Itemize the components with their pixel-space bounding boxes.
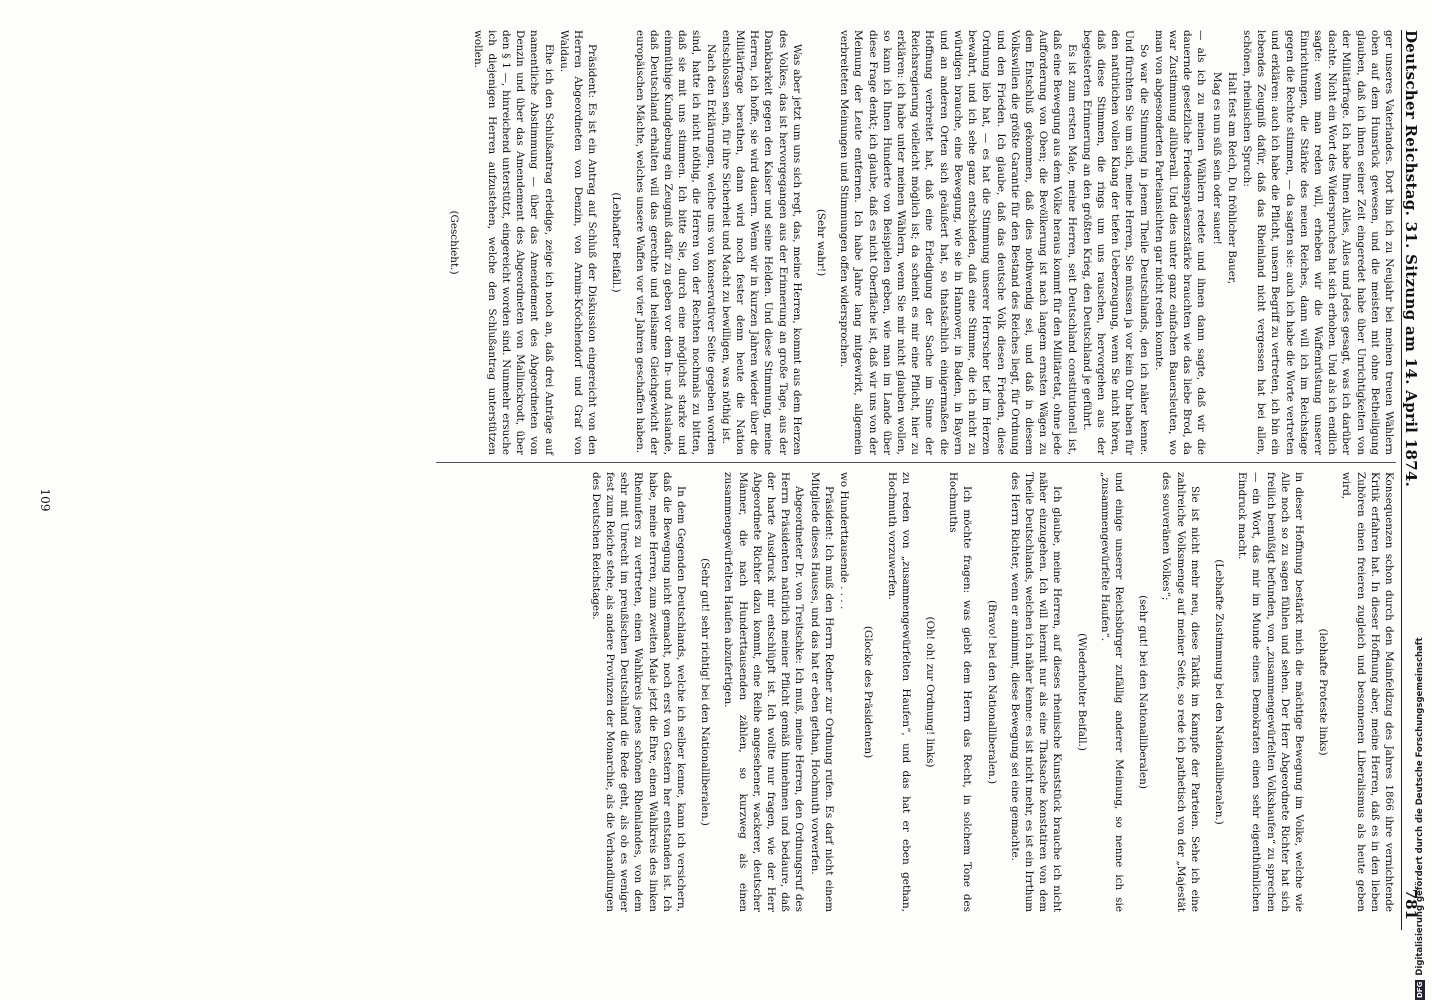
paragraph: Sie ist nicht mehr neu, diese Taktik im Kampfe der Parteien. Sehe ich eine zahlreiche Volksmenge auf meiner Seite, so rede ich pathetisch von der „Majestät des souveränen Volkes“; — [1160, 472, 1201, 912]
paragraph: Präsident: Ich muß den Herrn Redner zur Ordnung rufen. Es darf nicht einem Mitgliede dieses Hauses, und das hat er eben gethan, Hochmuth vorwerfen. — [808, 472, 835, 912]
paragraph: Abgeordneter Dr. von Treitschke: Ich muß, meine Herren, den Ordnungsruf des Herrn Präsidenten natürlich meiner Pflicht gemäß hinnehmen und bedaure, daß der harte Ausdruck mir entschlüpft ist. Ich wollte nur fragen, wie der Herr Abgeordnete Richter dazu kommt, eine Reihe angesehener, wackerer, deutscher Männer, die nach Hunderttausenden zählen, so kurzweg als einen zusammengewürfelten Haufen abzufertigen. — [722, 472, 806, 912]
page-header-title: Deutscher Reichstag. 31. Sitzung am 14. April 1874. — [1402, 30, 1420, 488]
stage-direction: (lebhafte Proteste links) — [1317, 628, 1330, 756]
column-divider — [436, 462, 1396, 463]
paragraph: und einige unserer Reichsbürger zufällig anderer Meinung, so nenne ich sie „zusammengewürfelte Haufen“. — [1098, 472, 1125, 912]
paragraph: Ehe ich den Schlußantrag erledige, zeige ich noch an, daß drei Anträge auf namentliche Abstimmung — über das Amendement des Abgeordneten von Denzin und über das Amendement des Abgeordneten von Mallinckrodt, über den § 1 —, hinreichend unterstützt, eingereicht worden sind. Nunmehr ersuche ich diejenigen Herren aufzustehen, welche den Schlußantrag unterstützen wollen. — [471, 30, 555, 455]
verse-line: Mag es nun süß sein oder sauer! — [1210, 72, 1223, 245]
stage-direction: (Lebhafte Zustimmung bei den Nationalliberalen.) — [1212, 559, 1225, 825]
paragraph: wo Hunderttausende . . . . — [838, 472, 851, 610]
dfg-logo-icon: DFG — [1416, 981, 1424, 998]
stage-direction: (Sehr wahr!) — [815, 208, 828, 277]
verse-line: Halt fest am Reich, Du fröhlicher Bauer, — [1225, 72, 1238, 285]
stage-direction: (Glocke des Präsidenten) — [862, 625, 875, 759]
stage-direction: (Bravo! bei den Nationalliberalen.) — [985, 599, 998, 785]
paragraph: Was aber jetzt um uns sich regt, das, meine Herren, kommt aus dem Herzen des Volkes, das ist hervorgegangen aus der Erinnerung an große Tage, aus der Dankbarkeit gegen den Kaiser und seine Helden. Und diese Stimmung, meine Herren, ich hoffe, sie wird dauern. Wenn wir in kurzen Jahren wieder über die Militärfrage berathen, dann wird noch fester denn heute die Nation entschlossen sein, für ihre Sicherheit und Macht zu bewilligen, was nöthig ist. — [719, 30, 803, 455]
page-number: 781 — [1402, 888, 1420, 920]
stage-direction: (Oh! oh! zur Ordnung! links) — [923, 616, 936, 768]
text-column-right — [588, 472, 1396, 912]
paragraph: Konsequenzen schon durch den Mainfeldzug des Jahres 1866 ihre vernichtende Kritik erfahren hat. In dieser Hoffnung aber, meine Herren, daß es in den lieben Zuhören einen freieren zugleich und besonnenen Liberalismus als heute geben wird, — [1340, 472, 1395, 912]
paragraph: Präsident: Es ist ein Antrag auf Schluß der Diskussion eingereicht von den Herren Abgeordneten von Denzin, von Arnim-Kröchlendorf und Graf von Waldau. — [557, 30, 599, 455]
paragraph: Nach den Erklärungen, welche uns von konservativer Seite gegeben worden sind, hatte ich nicht nöthig, die Herren von der Rechten nochmals zu bitten, daß sie mit uns stimmen. Ich bitte Sie, durch eine möglichst starke und einmüthige Kundgebung ein Zeugniß dafür zu geben vor dem In- und Auslande, daß Deutschland erhalten will das gerechte und heilsame Gleichgewicht der europäischen Mächte, welches unsere Waffen vor vier Jahren geschaffen haben. — [633, 30, 717, 455]
stage-direction: (Lebhafter Beifall.) — [610, 192, 623, 293]
stage-direction: (sehr gut! bei den Nationalliberalen) — [1137, 595, 1150, 789]
stage-direction: (Geschieht.) — [448, 210, 461, 275]
paragraph: in dieser Hoffnung bestärkt mich die mächtige Bewegung im Volke, welche wie Alle noch so zu sagen fühlen und sehen. Der Herr Abgeordnete Richter hat sich freilich bemüßigt befunden, von „zusammengewürfelten Volkshaufen“ zu sprechen — ein Wort, das mir im Munde eines Demokraten einen sehr eigenthümlichen Eindruck macht. — [1236, 472, 1305, 912]
digitization-note — [1410, 16, 1430, 1000]
paragraph: zu reden von „zusammengewürfelten Haufen“, und das hat er eben gethan, Hochmuth vorzuwerfen. — [885, 472, 912, 912]
paragraph: Ich glaube, meine Herren, auf dieses rheinische Kunststück brauche ich nicht näher einzugehen. Ich will hiermit nur als eine Thatsache konstatiren von dem Theile Deutschlands, welchen ich näher kenne: es ist nicht mehr, es ist ein Irrthum des Herrn Richter, wenn er annimmt, diese Bewegung sei eine gemachte. — [1008, 472, 1064, 912]
digitization-text: Digitalisierung gefördert durch die Deutsche Forschungsgemeinschaft — [1415, 637, 1425, 976]
stage-direction: (Sehr gut! sehr richtig! bei den Nationalliberalen.) — [699, 558, 712, 826]
header-rule — [1401, 30, 1402, 930]
paragraph: Es ist zum ersten Male, meine Herren, seit Deutschland constitutionell ist, daß eine Bewegung aus dem Volke heraus kommt für den Militäretat, ohne jede Aufforderung von Oben; die Bevölkerung ist nach langem ernsten Wägen zu dem Entschluß gekommen, daß dies nothwendig sei, und daß in diesem Volkswillen die größte Garantie für den Bestand des Reiches liegt, für Ordnung und den Frieden. Ich glaube, daß das deutsche Volk diesen Frieden, diese Ordnung lieb hat, — es hat die Stimmung unserer Herrscher tief im Herzen bewahrt, und ich sehe ganz entschieden, daß eine Stimme, die ich nicht zu würdigen brauche, eine Bewegung, wie sie in Hannover, in Baden, in Bayern und an anderen Orten sich geäußert hat, so thatsächlich einigermaßen die Hoffnung verbreitet hat, daß eine Erledigung der Sache im Sinne der Reichsregierung vielleicht möglich ist; da scheint es mir eine Pflicht, hier zu erklären: ich habe unter meinen Wählern, wenn Sie mir nicht glauben wollen, so kann ich Ihnen Hunderte von Beispielen geben, wie man im Lande über diese Frage denkt; ich glaube, daß es nicht Oberfläche ist, daß wir uns von der Meinung der Leute entfernen. Ich habe Jahre lang mitgewirkt, allgemein verbreiteten Meinungen und Stimmungen offen widersprochen. — [838, 30, 1078, 455]
paragraph: So war die Stimmung in jenem Theile Deutschlands, den ich näher kenne. Und fürchten Sie um sich, meine Herren, Sie müssen ja vor kein Ohr haben für den natürlichen vollen Klang der tiefen Ueberzeugung, wenn Sie nicht hören, daß diese Stimmen, die rings um uns rauschen, hervorgehen aus der begeisterten Erinnerung an den größten Krieg, den Deutschland je geführt. — [1080, 30, 1150, 455]
page-footer-number: 109 — [38, 488, 52, 512]
text-column-left — [437, 30, 1396, 455]
paragraph: ger unseres Vaterlandes. Dort bin ich zu Neujahr bei meinen treuen Wählern oben auf dem Hunsrück gewesen, und die meisten mit ohne Betheiligung glauben, daß ich ihnen seiner Zeit eingeredet habe über Unrichtigkeiten von der Militärfrage. Ich habe Ihnen Alles, Alles und Jedes gesagt, was ich darüber dachte. Nicht ein Wort des Widerspruches hat sich erhoben. Und als ich endlich sagte: wenn man reden will, erheben wir die Waffenrüstung unserer Einrichtungen, die Stärke des neuen Reiches, dann will ich im Reichstage gegen die Rechte stimmen, — da sagten sie: auch ich habe die Worte vertreten und erklären: auch ich habe die Pflicht, unsern Begriff zu vertreten, ich bin ein lebendes Zeugniß dafür, daß das Rheinland nicht vergessen hat bei allen, schönen, rheinischen Spruch: — [1240, 30, 1395, 455]
paragraph: Ich möchte fragen: was giebt dem Herrn das Recht, in solchem Tone des Hochmuths — [947, 472, 974, 912]
paragraph: In dem Gegenden Deutschlands, welche ich selber kenne, kann ich versichern, daß die Bewegung nicht gemacht, noch erst von Gestern her entstanden ist. Ich habe, meine Herren, zum zweiten Male jetzt die Ehre, einen Wahlkreis des linken Rheinufers zu vertreten, einen Wahlkreis jenes schönen Rheinlandes, von dem sehr mit Unrecht im preußischen Deutschland die Rede geht, als ob es weniger fest zum Reiche stehe, als andere Provinzen der Monarchie, als die Verhandlungen des Deutschen Reichstages. — [589, 472, 688, 912]
stage-direction: (Wiederholter Beifall.) — [1075, 633, 1088, 751]
paragraph: — als ich zu meinen Wählern redete und ihnen dann sagte, daß wir die dauernde gesetzliche Friedenspräsenzstärke brauchten wie das liebe Brod, da war Zustimmung allüberall. Und dies unter ganz einfachen Bauersleuten, wo man von abgesonderten Parteiansichten gar nicht reden konnte. — [1152, 30, 1208, 455]
